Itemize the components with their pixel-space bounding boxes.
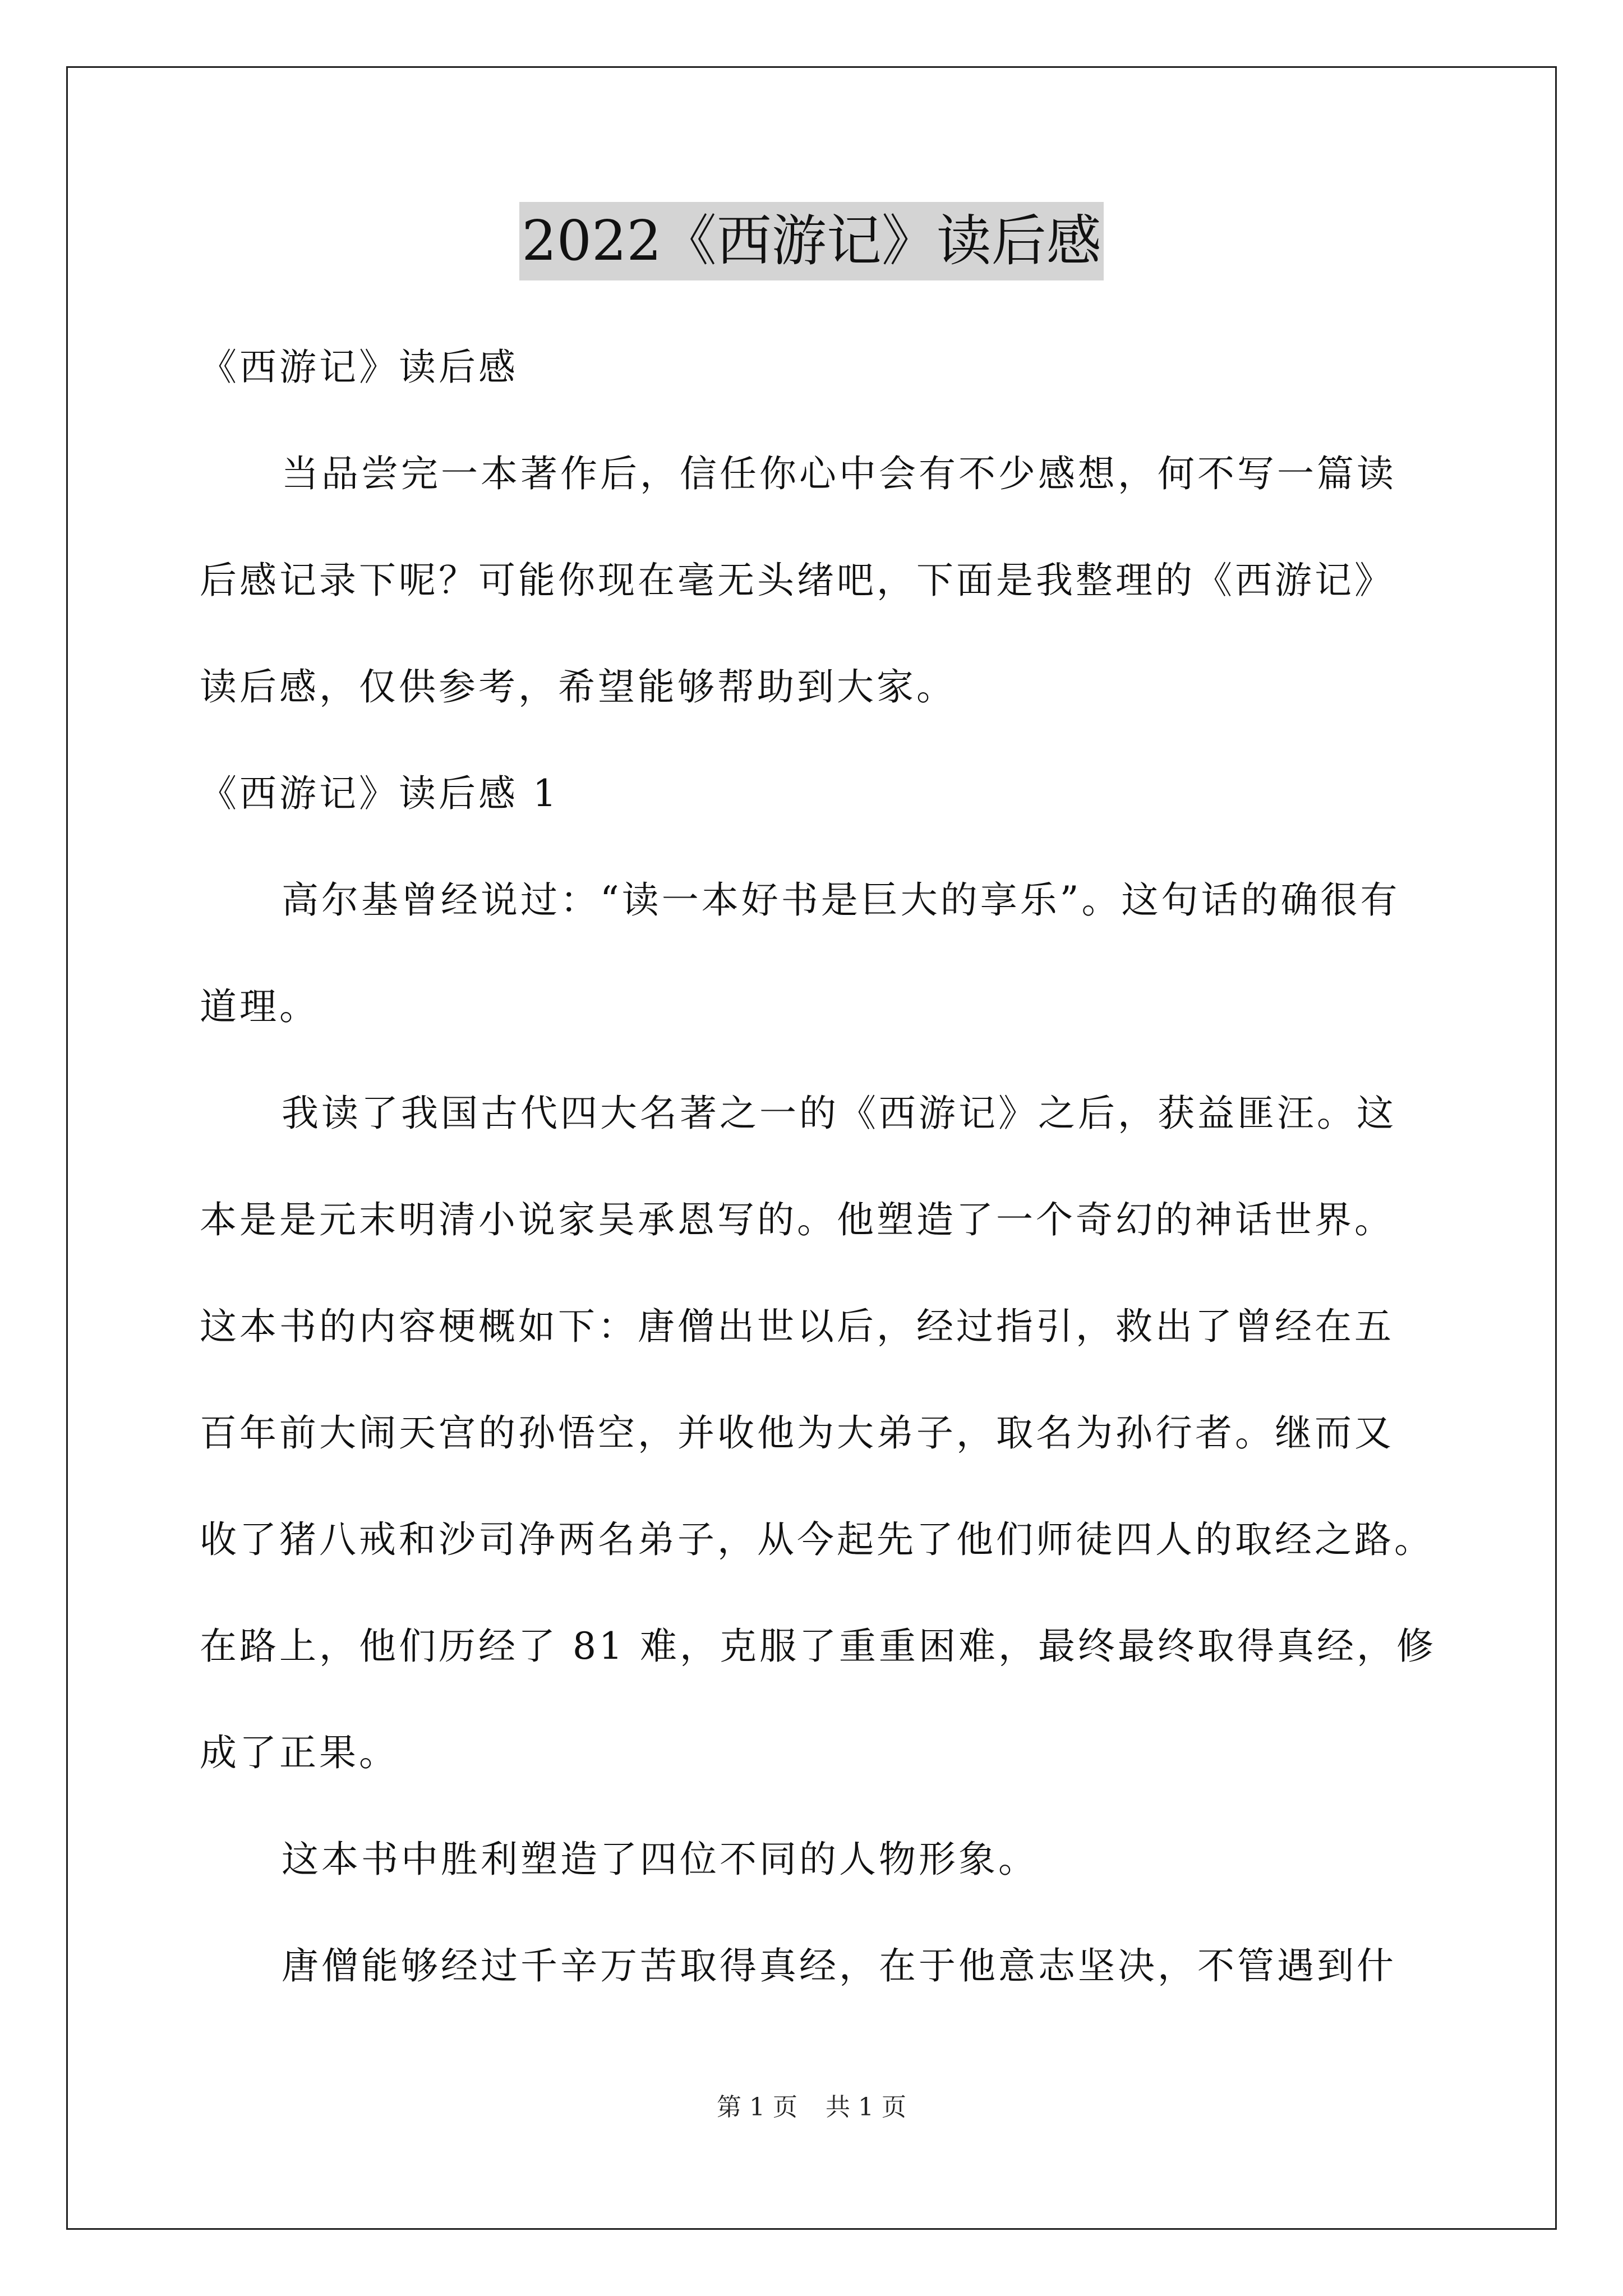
title-container xyxy=(0,202,1623,280)
paragraph-line: 唐僧能够经过千辛万苦取得真经，在于他意志坚决，不管遇到什 xyxy=(282,1944,1396,1987)
page-total: 共 1 页 xyxy=(826,2093,906,2122)
paragraph-line: 我读了我国古代四大名著之一的《西游记》之后，获益匪汪。这 xyxy=(282,1092,1396,1135)
paragraph-line: 收了猪八戒和沙司净两名弟子，从今起先了他们师徒四人的取经之路。 xyxy=(200,1518,1434,1561)
paragraph-line: 这本书中胜利塑造了四位不同的人物形象。 xyxy=(282,1838,1038,1881)
section-heading: 《西游记》读后感 xyxy=(200,346,518,389)
paragraph-line: 读后感，仅供参考，希望能够帮助到大家。 xyxy=(200,665,956,708)
paragraph-line: 这本书的内容梗概如下：唐僧出世以后，经过指引，救出了曾经在五 xyxy=(200,1305,1394,1348)
paragraph-line: 道理。 xyxy=(200,985,319,1028)
document-title: 2022《西游记》读后感 xyxy=(519,202,1103,280)
paragraph-line: 当品尝完一本著作后，信任你心中会有不少感想，何不写一篇读 xyxy=(282,452,1396,495)
page-footer xyxy=(0,2087,1623,2123)
document-body xyxy=(200,314,1436,2019)
page-number: 第 1 页 xyxy=(717,2093,797,2122)
section-heading: 《西游记》读后感 1 xyxy=(200,772,559,815)
paragraph-line: 百年前大闹天宫的孙悟空，并收他为大弟子，取名为孙行者。继而又 xyxy=(200,1411,1394,1455)
paragraph-line: 高尔基曾经说过：“读一本好书是巨大的享乐”。这句话的确很有 xyxy=(282,878,1400,922)
paragraph-line: 后感记录下呢？可能你现在毫无头绪吧，下面是我整理的《西游记》 xyxy=(200,559,1394,602)
paragraph-line: 成了正果。 xyxy=(200,1731,399,1774)
paragraph-line: 本是是元末明清小说家吴承恩写的。他塑造了一个奇幻的神话世界。 xyxy=(200,1198,1394,1241)
paragraph-line: 在路上，他们历经了 81 难，克服了重重困难，最终最终取得真经，修 xyxy=(200,1625,1436,1668)
